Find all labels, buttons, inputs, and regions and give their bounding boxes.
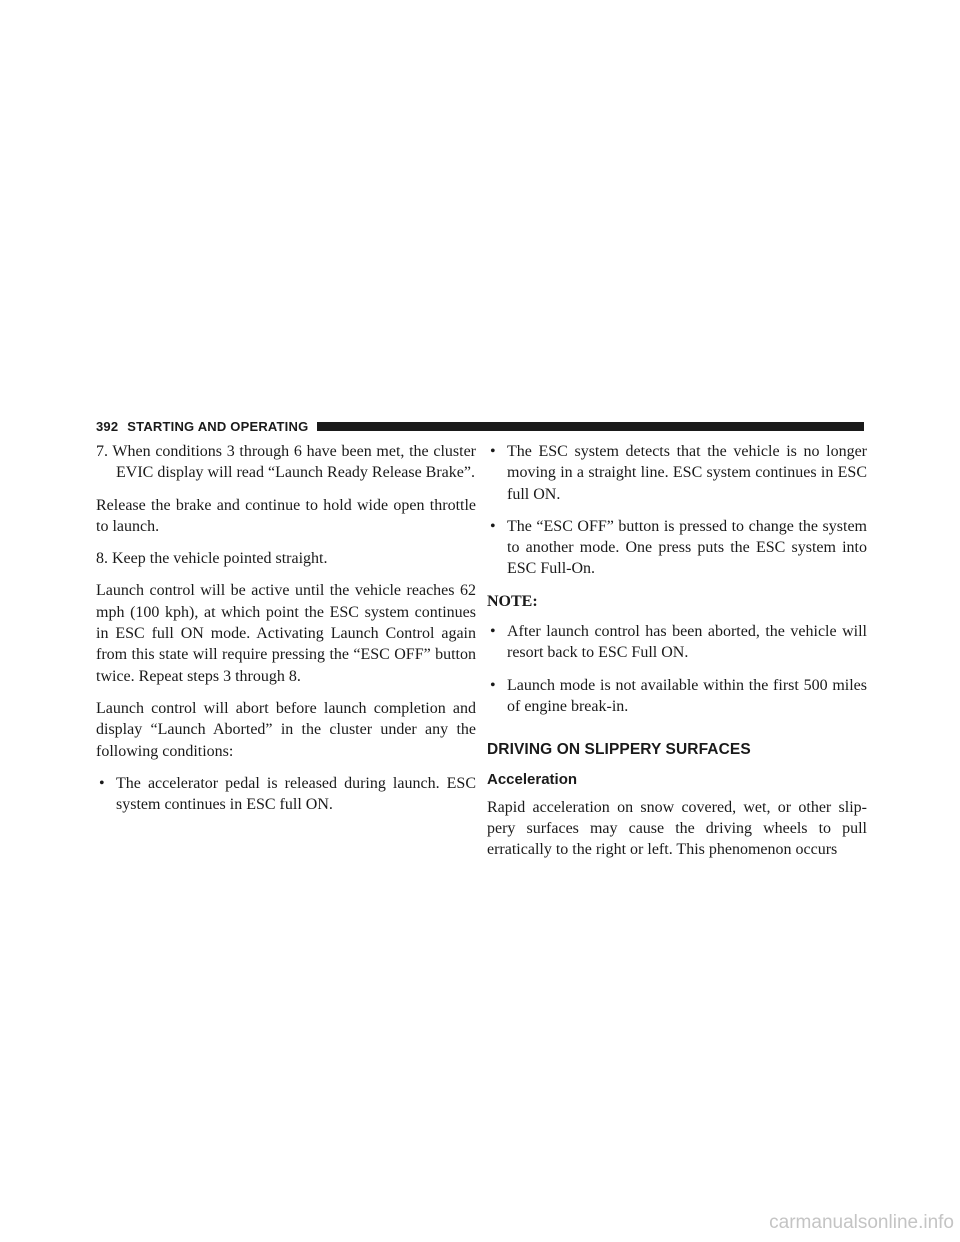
watermark: carmanualsonline.info	[769, 1212, 954, 1233]
step-8: 8. Keep the vehicle pointed straight.	[96, 550, 328, 568]
list-item	[487, 441, 867, 505]
bullet-text: Launch mode is not available within the first 500 miles of engine break-in.	[507, 676, 867, 715]
release-paragraph: Release the brake and continue to hold wide open throttle to launch.	[96, 496, 476, 535]
note-label: NOTE:	[487, 592, 538, 610]
bullet-text: After launch control has been aborted, the vehicle will resort back to ESC Full ON.	[507, 623, 867, 662]
page-header	[96, 415, 864, 437]
section-heading: DRIVING ON SLIPPERY SURFACES	[487, 741, 751, 759]
acceleration-paragraph: Rapid acceleration on snow covered, wet, or other slip-pery surfaces may cause the driving wheels to pull erratically to the right or left. This phenomenon occurs	[487, 798, 867, 859]
right-column	[487, 441, 867, 872]
page-number: 392	[96, 418, 119, 434]
bullet-text: The accelerator pedal is released during launch. ESC system continues in ESC full ON.	[116, 774, 476, 814]
subsection-heading: Acceleration	[487, 770, 578, 788]
bullet-icon: •	[490, 676, 496, 694]
bullet-icon: •	[490, 443, 496, 460]
active-paragraph: Launch control will be active until the vehicle reaches 62 mph (100 kph), at which point the ESC system continues in ESC full ON mode. Activating Launch Control again from this state will require pressing the “ESC OFF” button twice. Repeat steps 3 through 8.	[96, 582, 476, 685]
step-7: 7. When conditions 3 through 6 have been met, the cluster EVIC display will read “Launch Ready Release Brake”.	[96, 443, 476, 482]
header-rule	[317, 422, 864, 431]
bullet-text: The “ESC OFF” button is pressed to change the system to another mode. One press puts the ESC system into ESC Full-On.	[507, 517, 867, 578]
list-item	[487, 516, 867, 580]
bullet-text: The ESC system detects that the vehicle is no longer moving in a straight line. ESC system continues in ESC full ON.	[507, 443, 867, 503]
list-item	[96, 773, 476, 816]
list-item	[487, 621, 867, 664]
left-column	[96, 441, 476, 826]
section-title: STARTING AND OPERATING	[127, 418, 309, 434]
abort-paragraph: Launch control will abort before launch completion and display “Launch Aborted” in the cluster under any the following conditions:	[96, 699, 476, 760]
list-item	[487, 675, 867, 718]
bullet-icon: •	[99, 774, 105, 792]
bullet-icon: •	[490, 623, 496, 641]
bullet-icon: •	[490, 517, 496, 535]
